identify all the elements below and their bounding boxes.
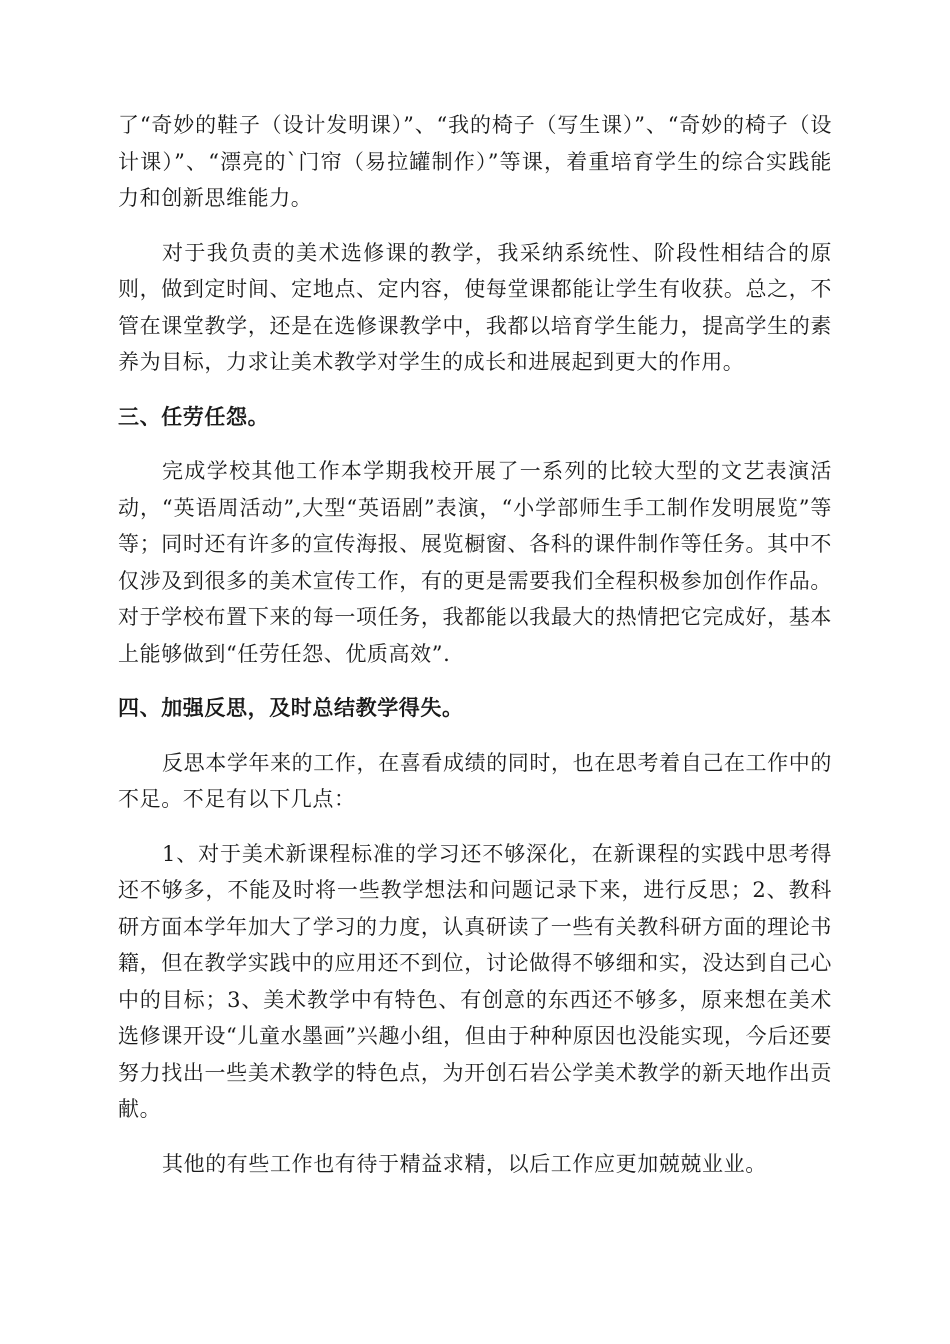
paragraph-shortcomings: 1、对于美术新课程标准的学习还不够深化，在新课程的实践中思考得还不够多，不能及时将一些教学想法和问题记录下来，进行反思；2、教科研方面本学年加大了学习的力度，认真研读了一些有关教科研方面的理论书籍，但在教学实践中的应用还不到位，讨论做得不够细和实，没达到自己心中的目标；3、美术教学中有特色、有创意的东西还不够多，原来想在美术选修课开设“儿童水墨画”兴趣小组，但由于种种原因也没能实现，今后还要努力找出一些美术教学的特色点，为开创石岩公学美术教学的新天地作出贡献。: [118, 841, 832, 1121]
paragraph-closing: 其他的有些工作也有待于精益求精，以后工作应更加兢兢业业。: [162, 1151, 767, 1176]
paragraph-elective-course: 对于我负责的美术选修课的教学，我采纳系统性、阶段性相结合的原则，做到定时间、定地点、定内容，使每堂课都能让学生有收获。总之，不管在课堂教学，还是在选修课教学中，我都以培育学生能力，提高学生的素养为目标，力求让美术教学对学生的成长和进展起到更大的作用。: [118, 240, 832, 374]
section-heading-3: 三、任劳任怨。: [118, 404, 270, 429]
section-heading-4: 四、加强反思，及时总结教学得失。: [118, 696, 464, 720]
paragraph-continued: 了“奇妙的鞋子（设计发明课）”、“我的椅子（写生课）”、“奇妙的椅子（设计课）”、“漂亮的`门帘（易拉罐制作）”等课，着重培育学生的综合实践能力和创新思维能力。: [118, 113, 832, 210]
paragraph-school-work: 完成学校其他工作本学期我校开展了一系列的比较大型的文艺表演活动，“英语周活动”,大型“英语剧”表演，“小学部师生手工制作发明展览”等等；同时还有许多的宣传海报、展览橱窗、各科的课件制作等任务。其中不仅涉及到很多的美术宣传工作，有的更是需要我们全程积极参加创作作品。对于学校布置下来的每一项任务，我都能以我最大的热情把它完成好，基本上能够做到“任劳任怨、优质高效”.: [118, 459, 832, 666]
paragraph-reflection: 反思本学年来的工作，在喜看成绩的同时，也在思考着自己在工作中的不足。不足有以下几点：: [118, 750, 832, 811]
